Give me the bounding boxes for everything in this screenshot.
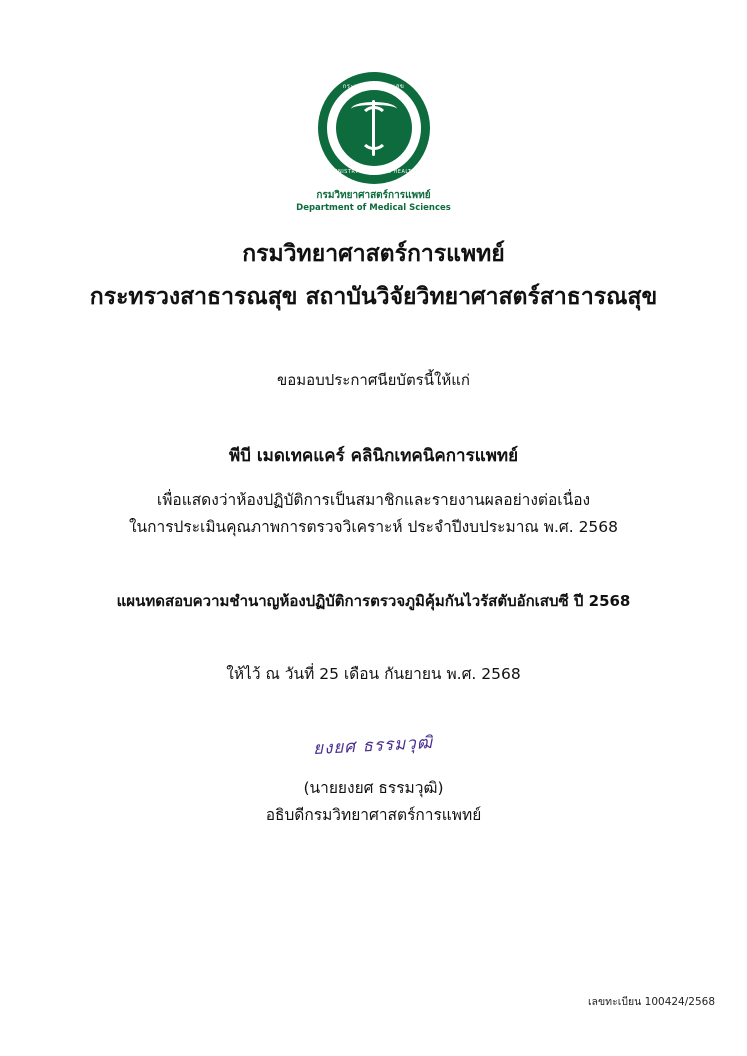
seal-arc-top-text: กระทรวงสาธารณสุข [342,83,405,90]
seal-arc-bottom-text: MINISTRY OF PUBLIC HEALTH [331,169,416,175]
emblem-caption-thai: กรมวิทยาศาสตร์การแพทย์ [316,190,431,201]
signer-title: อธิบดีกรมวิทยาศาสตร์การแพทย์ [265,805,482,824]
handwritten-signature: ยงยศ ธรรมวุฒิ [312,732,435,759]
recipient-name: พีบี เมดเทคแคร์ คลินิกเทคนิคการแพทย์ [228,445,519,466]
certificate-body [0,236,747,827]
caduceus-snake-icon [360,106,388,150]
emblem-caption-english: Department of Medical Sciences [296,202,451,213]
issued-date: ให้ไว้ ณ วันที่ 25 เดือน กันยายน พ.ศ. 2568 [226,664,521,683]
scheme-name: แผนทดสอบความชำนาญห้องปฏิบัติการตรวจภูมิคุ้มกันไวรัสตับอักเสบซี ปี 2568 [116,591,631,610]
registration-number: เลขทะเบียน 100424/2568 [587,996,715,1008]
purpose-line-1: เพื่อแสดงว่าห้องปฏิบัติการเป็นสมาชิกและรายงานผลอย่างต่อเนื่อง [156,490,591,509]
signature-block [0,732,747,827]
signer-name: (นายยงยศ ธรรมวุฒิ) [303,778,444,797]
emblem-header [0,72,747,213]
organization-name: กรมวิทยาศาสตร์การแพทย์ [242,241,505,267]
seal-core [336,90,412,166]
purpose-line-2: ในการประเมินคุณภาพการตรวจวิเคราะห์ ประจำปีงบประมาณ พ.ศ. 2568 [128,517,619,536]
ministry-of-public-health-seal-icon [318,72,430,184]
organization-subtitle: กระทรวงสาธารณสุข สถาบันวิจัยวิทยาศาสตร์สาธารณสุข [89,283,658,310]
award-intro-text: ขอมอบประกาศนียบัตรนี้ให้แก่ [277,370,470,389]
